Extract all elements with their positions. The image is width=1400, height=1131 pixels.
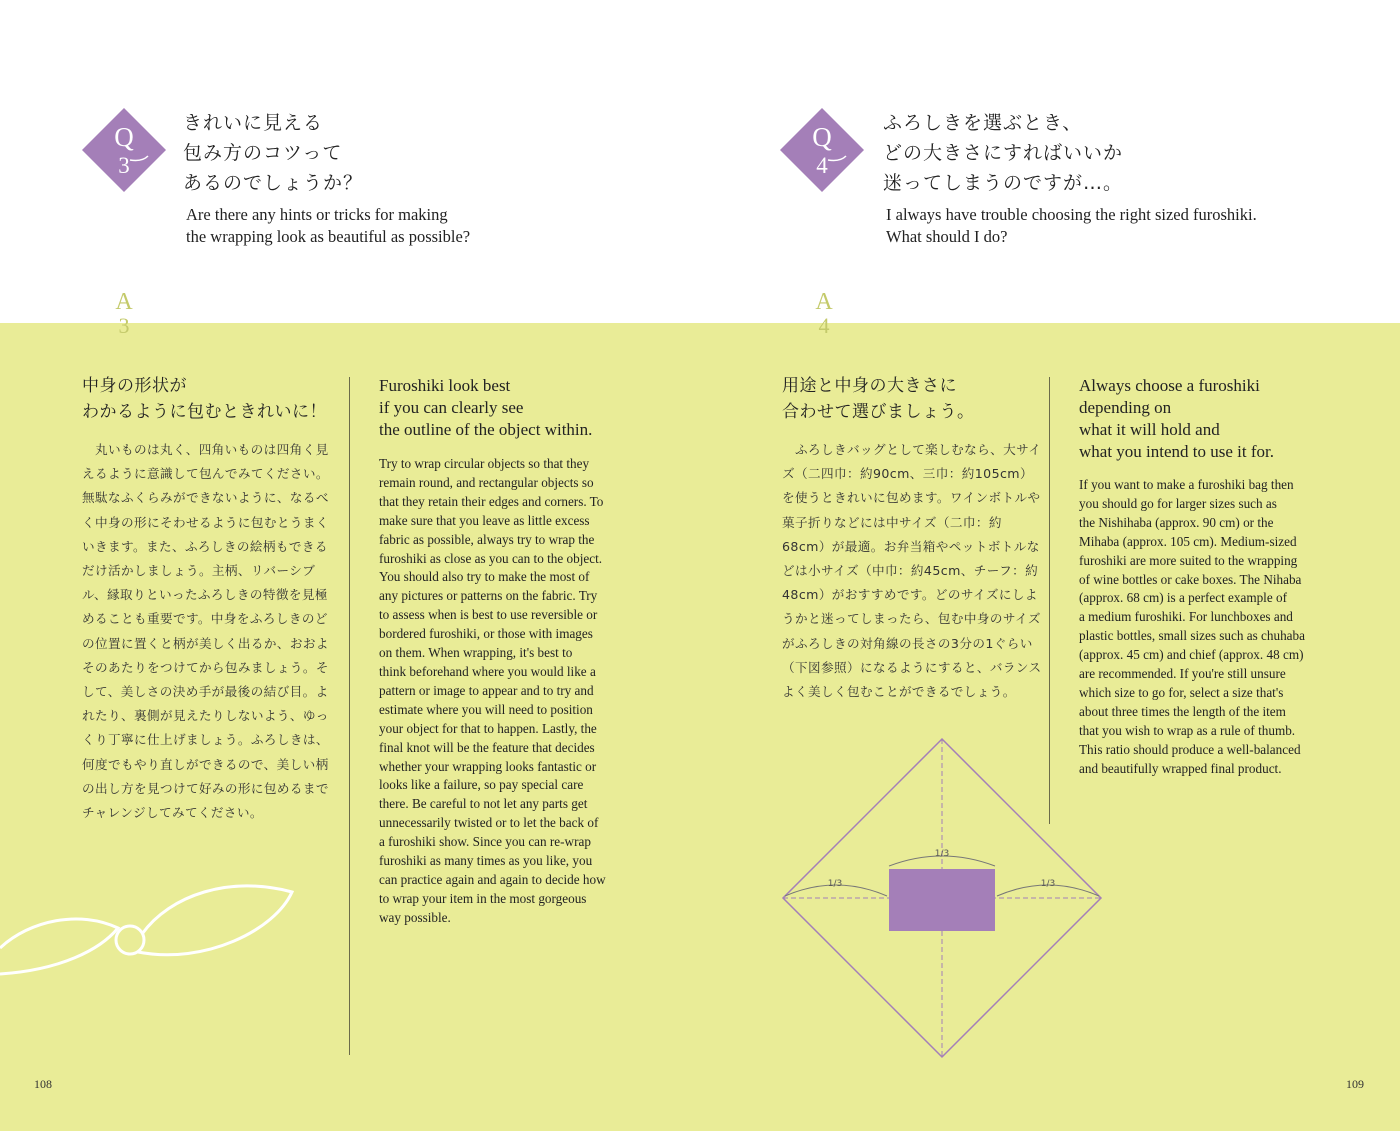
answer-jp-body: ふろしきバッグとして楽しむなら、大サイズ（二四巾：約90cm、三巾：約105cm）を使うときれいに包めます。ワインボトルや菓子折りなどには中サイズ（二巾：約68cm）が最適。お弁当箱やペットボトルなどは小サイズ（中巾：約45cm、チーフ：約48cm）がおすすめです。どのサイズにしようかと迷ってしまったら、包む中身のサイズがふろしきの対角線の長さの3分の1ぐらい（下図参照）になるようにすると、バランスよく美しく包むことができるでしょう。: [782, 442, 1042, 700]
answer-en-body-line: to wrap your item in the most gorgeous: [379, 890, 587, 906]
question-en-line: I always have trouble choosing the right sized furoshiki.: [886, 205, 1257, 224]
answer-number: 3: [118, 313, 130, 338]
answer-en-body-line: which size to go for, select a size that's: [1079, 684, 1284, 700]
answer-en-body-line: bordered furoshiki, or those with images: [379, 626, 593, 642]
answer-en-body-line: final knot will be the feature that decides: [379, 739, 595, 755]
furoshiki-knot-outline-icon: [0, 870, 300, 980]
answer-en-body-line: make sure that you leave as little excess: [379, 512, 590, 528]
answer-en-heading: [1079, 375, 1274, 463]
question-en-line: Are there any hints or tricks for making: [186, 205, 448, 224]
question-letter: Q: [114, 122, 134, 152]
answer-en-heading-line: depending on: [1079, 398, 1172, 417]
answer-tab-a3: [86, 285, 162, 345]
answer-en-body: [1079, 476, 1329, 779]
page-number: 109: [1346, 1077, 1364, 1091]
answer-en-body-line: can practice again and again to decide how: [379, 871, 606, 887]
answer-en-body-line: looks like a failure, so pay special care: [379, 777, 584, 793]
question-jp-line: 迷ってしまうのですが…。: [883, 172, 1124, 194]
answer-en-body-line: If you want to make a furoshiki bag then: [1079, 477, 1294, 492]
question-jp-line: どの大きさにすればいいか: [883, 142, 1124, 164]
question-jp-title: [183, 108, 363, 198]
answer-en-body-line: Try to wrap circular objects so that they: [379, 456, 590, 471]
answer-en-body-line: remain round, and rectangular objects so: [379, 474, 594, 490]
answer-en-body-line: way possible.: [379, 909, 451, 925]
question-jp-title: [883, 108, 1123, 198]
question-jp-line: 包み方のコツって: [183, 142, 343, 164]
answer-jp-heading: [782, 373, 975, 425]
answer-en-body-line: a medium furoshiki. For lunchboxes and: [1079, 609, 1293, 625]
answer-en-body-line: are recommended. If you're still unsure: [1079, 666, 1286, 682]
diagram-label-right: 1/3: [1040, 879, 1056, 889]
answer-jp-body: 丸いものは丸く、四角いものは四角く見えるように意識して包んでみてください。無駄なふくらみができないように、なるべく中身の形にそわせるように包むとうまくいきます。また、ふろしきの絵柄もできるだけ活かしましょう。主柄、リバーシブル、縁取りといったふろしきの特徴を見極めることも重要です。中身をふろしきのどの位置に置くと柄が美しく出るか、おおよそのあたりをつけてから包みましょう。そして、美しさの決め手が最後の結び目。よれたり、裏側が見えたりしないよう、ゆっくり丁寧に仕上げましょう。ふろしきは、何度でもやり直しができるので、美しい柄の出し方を見つけて好みの形に包めるまでチャレンジしてみてください。: [82, 442, 329, 821]
answer-en-body-line: fabric as possible, always try to wrap the: [379, 531, 595, 547]
question-en-line: the wrapping look as beautiful as possible?: [186, 227, 471, 246]
answer-jp-heading-line: わかるように包むときれいに！: [82, 402, 327, 422]
question-en-title: [186, 204, 470, 248]
answer-en-body-line: any pictures or patterns on the fabric. Try: [379, 588, 598, 604]
answer-en-body-line: your object for that to happen. Lastly, the: [379, 720, 597, 736]
answer-en-body-line: furoshiki as close as you can to the object.: [379, 550, 603, 566]
answer-tab-a4: [786, 285, 862, 345]
question-jp-line: きれいに見える: [183, 112, 324, 134]
answer-en-body-line: the Nishihaba (approx. 90 cm) or the: [1079, 514, 1274, 530]
answer-en-body-line: Mihaba (approx. 105 cm). Medium-sized: [1079, 533, 1297, 549]
diagram-label-top: 1/3: [934, 849, 950, 859]
answer-en-body-line: estimate where you will need to position: [379, 701, 593, 717]
answer-en-body-line: of wine bottles or cake boxes. The Nihaba: [1079, 571, 1302, 587]
question-en-title: [886, 204, 1257, 248]
answer-jp-heading-line: 合わせて選びましょう。: [782, 402, 975, 422]
answer-en-body-line: that they retain their edges and corners. To: [379, 493, 604, 509]
answer-en-body-line: that you wish to wrap as a rule of thumb.: [1079, 722, 1296, 738]
answer-jp-heading: [82, 373, 327, 425]
answer-en-body-line: whether your wrapping looks fantastic or: [379, 758, 597, 774]
answer-letter: A: [815, 289, 833, 315]
question-number: 3: [118, 153, 130, 178]
answer-en-heading-line: Always choose a furoshiki: [1079, 376, 1260, 395]
answer-en-heading-line: Furoshiki look best: [379, 376, 511, 395]
answer-en-body: [379, 455, 629, 928]
answer-en-heading-line: what it will hold and: [1079, 420, 1220, 439]
answer-en-body-line: to assess when is best to use reversible or: [379, 607, 598, 623]
answer-en-body-line: (approx. 68 cm) is a perfect example of: [1079, 590, 1287, 606]
answer-en-body-line: and beautifully wrapped final product.: [1079, 760, 1282, 776]
furoshiki-diagonal-diagram-icon: [780, 736, 1104, 1062]
question-jp-line: あるのでしょうか？: [183, 172, 364, 194]
answer-jp-heading-line: 中身の形状が: [82, 376, 187, 396]
question-number: 4: [816, 153, 828, 178]
question-badge-q3: [82, 108, 166, 192]
answer-en-body-line: think beforehand where you would like a: [379, 663, 596, 679]
answer-en-body-line: a furoshiki show. Since you can re-wrap: [379, 834, 591, 850]
answer-en-body-line: furoshiki as many times as you like, you: [379, 853, 593, 869]
answer-number: 4: [818, 313, 830, 338]
answer-en-body-line: You should also try to make the most of: [379, 569, 590, 585]
answer-jp-heading-line: 用途と中身の大きさに: [782, 376, 957, 396]
answer-en-body-line: plastic bottles, small sizes such as chuhaba: [1079, 628, 1305, 644]
diagram-label-left: 1/3: [827, 879, 843, 889]
question-badge-q4: [780, 108, 864, 192]
column-divider: [349, 377, 350, 1055]
answer-en-heading: [379, 375, 592, 441]
answer-en-body-line: This ratio should produce a well-balanced: [1079, 741, 1301, 757]
answer-en-heading-line: what you intend to use it for.: [1079, 442, 1275, 461]
answer-en-body-line: furoshiki are more suited to the wrapping: [1079, 552, 1298, 568]
right-page: [700, 0, 1400, 1131]
answer-en-body-line: on them. When wrapping, it's best to: [379, 645, 573, 661]
answer-letter: A: [115, 289, 133, 315]
answer-en-body-line: pattern or image to appear and to try and: [379, 682, 594, 698]
page-number: 108: [34, 1077, 52, 1091]
answer-en-body-line: you should go for larger sizes such as: [1079, 495, 1277, 511]
answer-en-heading-line: the outline of the object within.: [379, 420, 593, 439]
question-en-line: What should I do?: [886, 227, 1008, 246]
answer-en-body-line: unnecessarily twisted or to let the back of: [379, 815, 599, 831]
question-jp-line: ふろしきを選ぶとき、: [883, 112, 1083, 134]
answer-en-body-line: (approx. 45 cm) and chief (approx. 48 cm): [1079, 647, 1304, 663]
question-letter: Q: [812, 122, 832, 152]
answer-en-body-line: there. Be careful to not let any parts get: [379, 796, 588, 812]
answer-en-body-line: about three times the length of the item: [1079, 703, 1286, 719]
answer-en-heading-line: if you can clearly see: [379, 398, 524, 417]
